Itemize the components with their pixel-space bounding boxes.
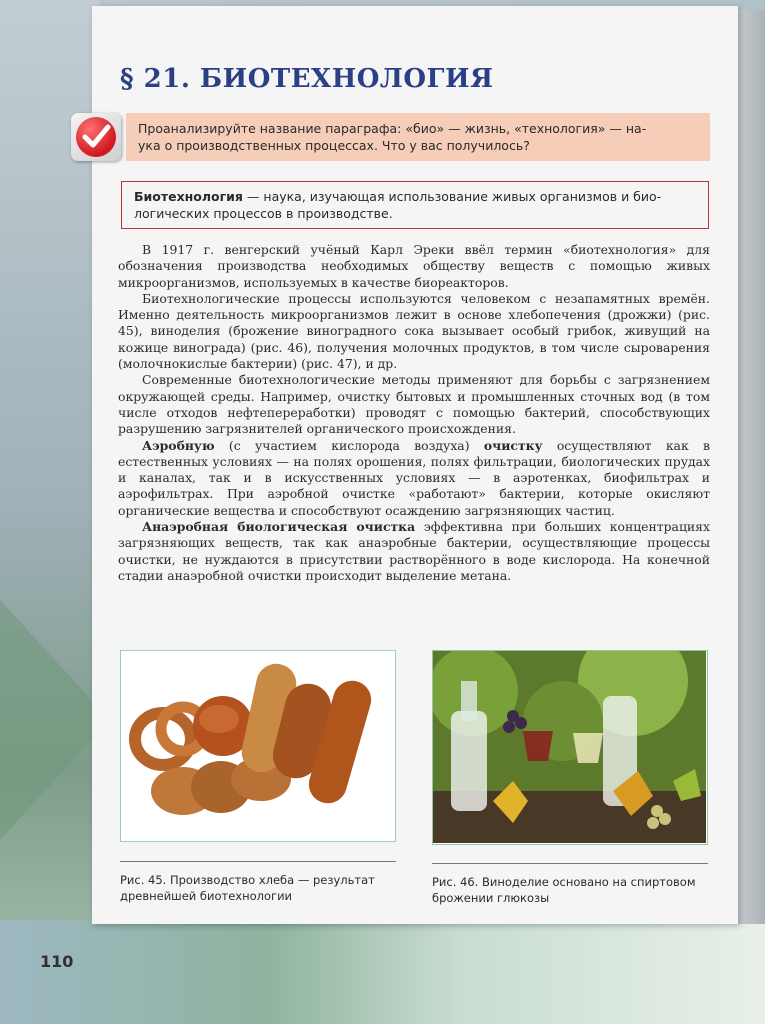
figure-46-caption-line-1: Рис. 46. Виноделие основано на спиртовом [432, 875, 696, 889]
definition-term: Биотехнология [134, 189, 243, 204]
definition-text-1: — наука, изучающая использование живых организмов и био- [242, 189, 662, 204]
paragraph-5-rest: эффективна при больших концентрациях загрязняющих веществ, так как анаэробные бактерии, осуществляющие процессы очистки, не нуждаются в присутствии растворённого в воде кислорода. На конечной стадии анаэробной очистки происходит выделение метана. [118, 519, 710, 583]
definition-text-2: логических процессов в производстве. [134, 206, 393, 221]
caption-rule-45 [120, 861, 396, 862]
figure-46-wine [432, 650, 708, 845]
paragraph-3: Современные биотехнологические методы применяют для борьбы с загрязнением окружающей среды. Например, очистку бытовых и промышленных сточных вод (в том числе отходов нефтепереработки) проводят с помощью бактерий, способствующих разрушению загрязнителей органического происхождения. [118, 372, 710, 437]
figure-45-caption-line-1: Рис. 45. Производство хлеба — результат [120, 873, 375, 887]
paragraph-4-rest: осуществляют как в естественных условиях — на полях орошения, полях фильтрации, биологических прудах и каналах, так и в искусственных условиях — в аэротенках, биофильтрах и аэрофильтрах. При аэробной очистке «работают» бактерии, которые окисляют органические вещества и способствуют осаждению загрязняющих частиц. [118, 437, 710, 518]
question-line-1: Проанализируйте название параграфа: «био» — жизнь, «технология» — на- [138, 121, 647, 136]
page-number: 110 [40, 952, 74, 971]
term-cleaning: очистку [483, 437, 543, 453]
paragraph-5 [118, 519, 710, 584]
question-line-2: ука о производственных процессах. Что у вас получилось? [138, 138, 530, 153]
figure-46-caption [432, 874, 722, 906]
figure-45-caption [120, 872, 410, 904]
paragraph-2: Биотехнологические процессы используются человеком с незапамятных времён. Именно деятельность микроорганизмов лежит в основе хлебопечения (дрожжи) (рис. 45), виноделия (брожение виноградного сока вызывает особый грибок, живущий на кожице винограда) (рис. 46), получения молочных продуктов, в том числе сыроварения (молочнокислые бактерии) (рис. 47), и др. [118, 290, 710, 372]
checkmark-icon [71, 113, 121, 161]
term-anaerobic: Анаэробная биологическая очистка [142, 519, 416, 535]
page-edge [736, 10, 765, 924]
figure-45-bread [120, 650, 396, 842]
figure-46-caption-line-2: брожении глюкозы [432, 891, 550, 905]
term-aerobic: Аэробную [142, 437, 215, 453]
caption-rule-46 [432, 863, 708, 864]
definition-box [121, 181, 709, 229]
bread-illustration [121, 651, 394, 840]
background-bottom-band [0, 920, 765, 1024]
question-box [126, 113, 710, 161]
paragraph-4-mid: (с участием кислорода воздуха) [214, 437, 484, 453]
paragraph-4 [118, 438, 710, 519]
section-title: § 21. БИОТЕХНОЛОГИЯ [120, 64, 494, 94]
figure-45-caption-line-2: древнейшей биотехнологии [120, 889, 293, 903]
wine-illustration [433, 651, 706, 843]
paragraph-1: В 1917 г. венгерский учёный Карл Эреки ввёл термин «биотехнология» для обозначения производства необходимых обществу веществ с помощью живых микроорганизмов, используемых в качестве биореакторов. [118, 242, 710, 290]
body-text [118, 242, 710, 584]
definition-line-1 [134, 188, 696, 205]
